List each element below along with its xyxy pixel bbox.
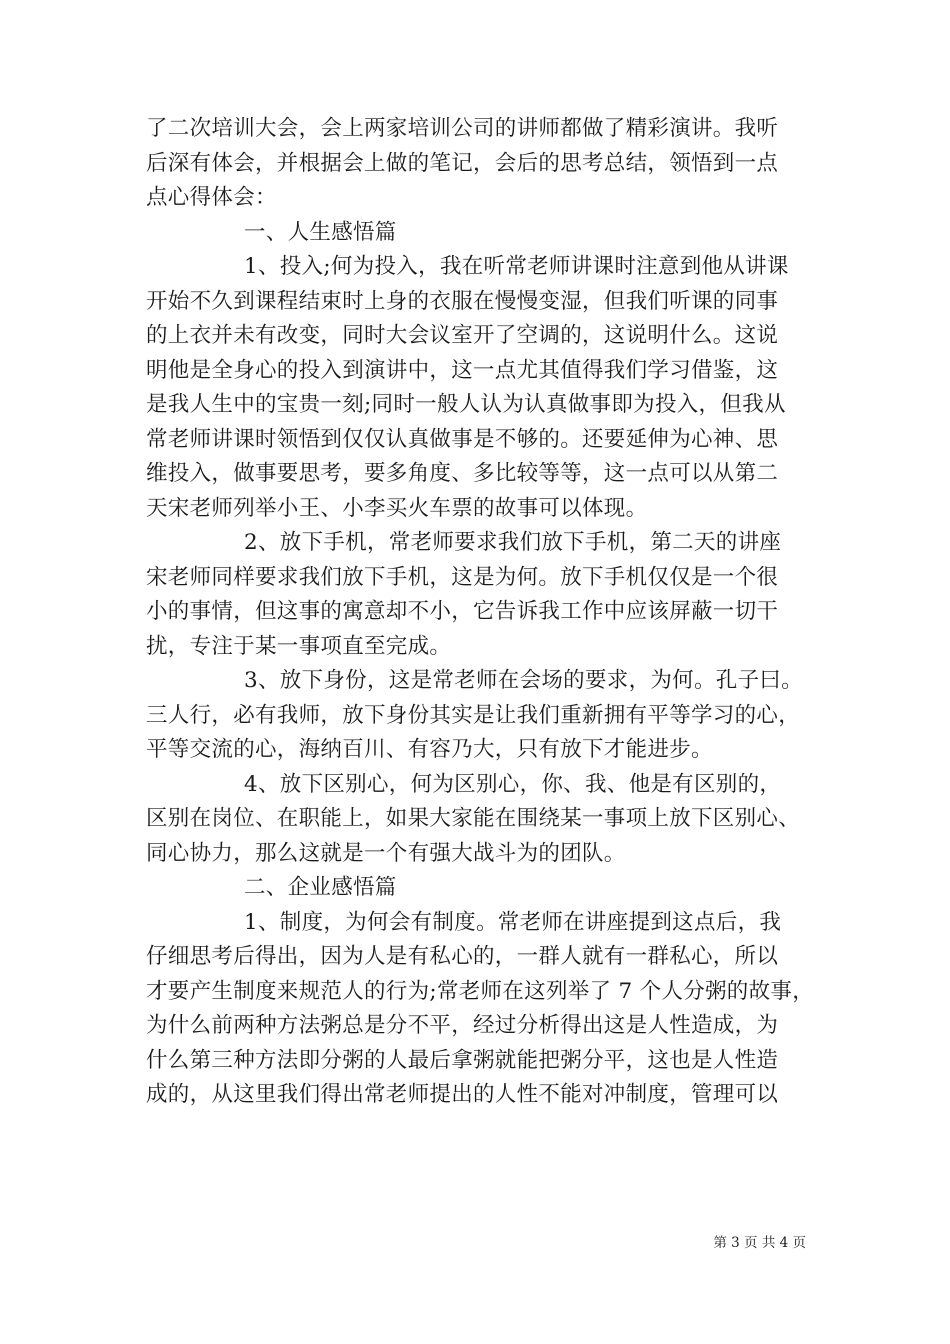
list-item-line: 3、放下身份，这是常老师在会场的要求，为何。孔子曰。: [244, 668, 803, 693]
paragraph-line: 扰，专注于某一事项直至完成。: [146, 633, 452, 659]
paragraph-line: 什么第三种方法即分粥的人最后拿粥就能把粥分平，这也是人性造: [146, 1047, 779, 1073]
paragraph-line: 区别在岗位、在职能上，如果大家能在围绕某一事项上放下区别心、: [146, 806, 801, 831]
list-item-line: 2、放下手机，常老师要求我们放下手机，第二天的讲座: [244, 530, 782, 555]
paragraph-line: 常老师讲课时领悟到仅仅认真做事是不够的。还要延伸为心神、思: [146, 426, 779, 452]
paragraph-line: 的上衣并未有改变，同时大会议室开了空调的，这说明什么。这说: [146, 323, 779, 348]
paragraph-line: 同心协力，那么这就是一个有强大战斗为的团队。: [146, 840, 626, 866]
paragraph-line: 是我人生中的宝贵一刻;同时一般人认为认真做事即为投入，但我从: [146, 392, 786, 417]
paragraph-line: 天宋老师列举小王、小李买火车票的故事可以体现。: [146, 495, 648, 521]
paragraph-line: 仔细思考后得出，因为人是有私心的，一群人就有一群私心，所以: [146, 944, 779, 969]
paragraph-line: 明他是全身心的投入到演讲中，这一点尤其值得我们学习借鉴，这: [146, 357, 779, 383]
paragraph-line: 平等交流的心，海纳百川、有容乃大，只有放下才能进步。: [146, 737, 713, 762]
paragraph-line: 为什么前两种方法粥总是分不平，经过分析得出这是人性造成，为: [146, 1013, 779, 1038]
page-number-footer: 第 3 页 共 4 页: [713, 1235, 806, 1251]
paragraph-line: 成的，从这里我们得出常老师提出的人性不能对冲制度，管理可以: [146, 1082, 779, 1107]
paragraph-line: 才要产生制度来规范人的行为;常老师在这列举了 7 个人分粥的故事，: [146, 978, 814, 1004]
list-item-line: 4、放下区别心，何为区别心，你、我、他是有区别的，: [244, 771, 782, 797]
section-heading: 一、人生感悟篇: [244, 219, 397, 245]
list-item-line: 1、制度，为何会有制度。常老师在讲座提到这点后，我: [244, 909, 782, 935]
paragraph-line: 后深有体会，并根据会上做的笔记，会后的思考总结，领悟到一点: [146, 150, 779, 176]
paragraph-line: 了二次培训大会，会上两家培训公司的讲师都做了精彩演讲。我听: [146, 116, 779, 141]
paragraph-line: 小的事情，但这事的寓意却不小，它告诉我工作中应该屏蔽一切干: [146, 599, 779, 624]
section-heading: 二、企业感悟篇: [244, 875, 397, 900]
paragraph-line: 宋老师同样要求我们放下手机，这是为何。放下手机仅仅是一个很: [146, 564, 779, 590]
paragraph-line: 点心得体会：: [146, 185, 277, 210]
document-body: [146, 112, 814, 1113]
paragraph-line: 维投入，做事要思考，要多角度、多比较等等，这一点可以从第二: [146, 461, 779, 486]
paragraph-line: 开始不久到课程结束时上身的衣服在慢慢变湿，但我们听课的同事: [146, 288, 779, 314]
paragraph-line: 三人行，必有我师，放下身份其实是让我们重新拥有平等学习的心，: [146, 702, 801, 728]
list-item-line: 1、投入;何为投入，我在听常老师讲课时注意到他从讲课: [244, 254, 789, 279]
